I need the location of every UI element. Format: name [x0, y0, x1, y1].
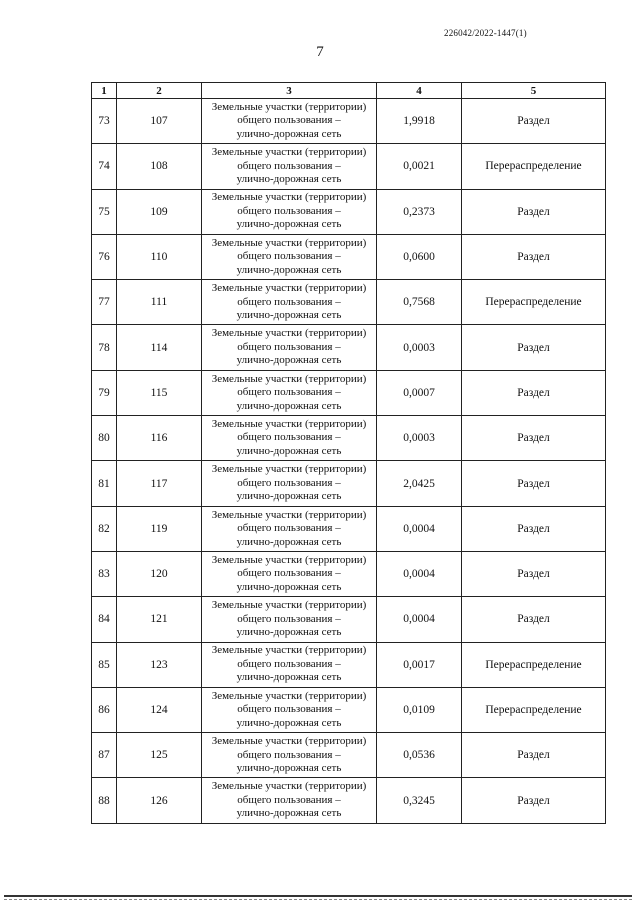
plot-area: 0,0109: [377, 687, 462, 732]
formation-method: Раздел: [462, 416, 606, 461]
row-number: 81: [92, 461, 117, 506]
table-row: [92, 597, 606, 642]
plot-description-line: Земельные участки (территории): [211, 508, 367, 521]
plot-description-line: улично-дорожная сеть: [236, 535, 342, 548]
plot-description-line: Земельные участки (территории): [211, 553, 367, 566]
plot-description: [202, 778, 377, 823]
plot-description-line: Земельные участки (территории): [211, 599, 367, 612]
plot-description-line: улично-дорожная сеть: [236, 309, 342, 322]
row-number: 73: [92, 99, 117, 144]
plot-description-line: улично-дорожная сеть: [236, 762, 342, 775]
row-number: 84: [92, 597, 117, 642]
footer-rule-dashed: [4, 899, 632, 900]
plot-area: 1,9918: [377, 99, 462, 144]
plot-description: [202, 506, 377, 551]
formation-method: Раздел: [462, 189, 606, 234]
header-col-3: 3: [202, 83, 377, 99]
plot-code: 110: [117, 234, 202, 279]
plot-description-line: улично-дорожная сеть: [236, 671, 342, 684]
row-number: 82: [92, 506, 117, 551]
plot-area: 2,0425: [377, 461, 462, 506]
table-row: [92, 280, 606, 325]
plot-code: 121: [117, 597, 202, 642]
header-col-5: 5: [462, 83, 606, 99]
row-number: 88: [92, 778, 117, 823]
formation-method: Перераспределение: [462, 280, 606, 325]
formation-method: Раздел: [462, 325, 606, 370]
plot-description: [202, 551, 377, 596]
plot-description-line: Земельные участки (территории): [211, 100, 367, 113]
plot-description-line: улично-дорожная сеть: [236, 444, 342, 457]
plot-description-line: улично-дорожная сеть: [236, 399, 342, 412]
formation-method: Раздел: [462, 597, 606, 642]
plot-description-line: общего пользования –: [237, 114, 341, 127]
plot-description-line: общего пользования –: [237, 204, 341, 217]
plot-description-line: улично-дорожная сеть: [236, 263, 342, 276]
formation-method: Раздел: [462, 234, 606, 279]
plot-area: 0,0021: [377, 144, 462, 189]
table-row: [92, 461, 606, 506]
plot-description-line: общего пользования –: [237, 476, 341, 489]
table-row: [92, 778, 606, 823]
plot-area: 0,0600: [377, 234, 462, 279]
row-number: 77: [92, 280, 117, 325]
plot-description-line: общего пользования –: [237, 612, 341, 625]
row-number: 87: [92, 733, 117, 778]
plot-description: [202, 280, 377, 325]
plot-code: 109: [117, 189, 202, 234]
plot-code: 116: [117, 416, 202, 461]
row-number: 85: [92, 642, 117, 687]
plot-description: [202, 144, 377, 189]
plot-description-line: общего пользования –: [237, 703, 341, 716]
row-number: 78: [92, 325, 117, 370]
plot-description-line: общего пользования –: [237, 295, 341, 308]
plot-description: [202, 325, 377, 370]
plot-description-line: общего пользования –: [237, 250, 341, 263]
plot-description-line: Земельные участки (территории): [211, 644, 367, 657]
table-row: [92, 189, 606, 234]
row-number: 83: [92, 551, 117, 596]
plot-code: 107: [117, 99, 202, 144]
plot-description: [202, 234, 377, 279]
table-row: [92, 506, 606, 551]
table-row: [92, 733, 606, 778]
plot-description-line: улично-дорожная сеть: [236, 807, 342, 820]
table-row: [92, 551, 606, 596]
plot-description-line: Земельные участки (территории): [211, 780, 367, 793]
plot-description-line: улично-дорожная сеть: [236, 490, 342, 503]
plot-description-line: Земельные участки (территории): [211, 146, 367, 159]
plot-description-line: улично-дорожная сеть: [236, 626, 342, 639]
plot-code: 120: [117, 551, 202, 596]
plot-code: 108: [117, 144, 202, 189]
plot-description-line: Земельные участки (территории): [211, 327, 367, 340]
plot-description-line: улично-дорожная сеть: [236, 354, 342, 367]
footer-rule: [4, 895, 632, 897]
plot-description-line: общего пользования –: [237, 748, 341, 761]
plot-code: 123: [117, 642, 202, 687]
formation-method: Перераспределение: [462, 687, 606, 732]
row-number: 86: [92, 687, 117, 732]
header-col-4: 4: [377, 83, 462, 99]
formation-method: Раздел: [462, 778, 606, 823]
plot-description: [202, 687, 377, 732]
formation-method: Раздел: [462, 733, 606, 778]
plot-area: 0,0004: [377, 506, 462, 551]
plot-description: [202, 733, 377, 778]
table-row: [92, 144, 606, 189]
header-col-1: 1: [92, 83, 117, 99]
plot-description: [202, 99, 377, 144]
table-row: [92, 642, 606, 687]
formation-method: Перераспределение: [462, 144, 606, 189]
row-number: 79: [92, 370, 117, 415]
formation-method: Перераспределение: [462, 642, 606, 687]
plot-description-line: улично-дорожная сеть: [236, 127, 342, 140]
plot-code: 111: [117, 280, 202, 325]
plot-area: 0,0003: [377, 325, 462, 370]
plot-description: [202, 597, 377, 642]
plot-description-line: Земельные участки (территории): [211, 282, 367, 295]
plot-area: 0,7568: [377, 280, 462, 325]
plot-area: 0,0536: [377, 733, 462, 778]
plot-description: [202, 642, 377, 687]
plot-description-line: улично-дорожная сеть: [236, 218, 342, 231]
plot-description-line: общего пользования –: [237, 793, 341, 806]
plot-description: [202, 370, 377, 415]
plot-description-line: Земельные участки (территории): [211, 236, 367, 249]
plot-description-line: Земельные участки (территории): [211, 191, 367, 204]
plot-code: 124: [117, 687, 202, 732]
header-col-2: 2: [117, 83, 202, 99]
formation-method: Раздел: [462, 506, 606, 551]
table-header-row: [92, 83, 606, 99]
plot-area: 0,0004: [377, 597, 462, 642]
formation-method: Раздел: [462, 551, 606, 596]
plot-code: 126: [117, 778, 202, 823]
plot-description-line: общего пользования –: [237, 431, 341, 444]
row-number: 74: [92, 144, 117, 189]
plot-code: 114: [117, 325, 202, 370]
plot-description-line: общего пользования –: [237, 159, 341, 172]
plot-description-line: Земельные участки (территории): [211, 417, 367, 430]
plot-code: 125: [117, 733, 202, 778]
formation-method: Раздел: [462, 461, 606, 506]
plot-description-line: Земельные участки (территории): [211, 463, 367, 476]
table-row: [92, 416, 606, 461]
table-row: [92, 687, 606, 732]
plot-area: 0,0017: [377, 642, 462, 687]
plot-description-line: общего пользования –: [237, 340, 341, 353]
plot-description-line: улично-дорожная сеть: [236, 716, 342, 729]
plot-description-line: Земельные участки (территории): [211, 735, 367, 748]
land-plots-table: [91, 82, 606, 824]
plot-description: [202, 461, 377, 506]
table-row: [92, 99, 606, 144]
row-number: 80: [92, 416, 117, 461]
page-number: 7: [316, 44, 324, 60]
row-number: 75: [92, 189, 117, 234]
table-row: [92, 234, 606, 279]
plot-description-line: общего пользования –: [237, 386, 341, 399]
plot-code: 115: [117, 370, 202, 415]
plot-code: 117: [117, 461, 202, 506]
document-id: 226042/2022-1447(1): [444, 28, 527, 38]
plot-description-line: общего пользования –: [237, 657, 341, 670]
plot-area: 0,0007: [377, 370, 462, 415]
plot-area: 0,3245: [377, 778, 462, 823]
plot-description-line: общего пользования –: [237, 522, 341, 535]
plot-area: 0,2373: [377, 189, 462, 234]
plot-description-line: Земельные участки (территории): [211, 689, 367, 702]
plot-description-line: Земельные участки (территории): [211, 372, 367, 385]
formation-method: Раздел: [462, 99, 606, 144]
plot-code: 119: [117, 506, 202, 551]
plot-description-line: улично-дорожная сеть: [236, 580, 342, 593]
formation-method: Раздел: [462, 370, 606, 415]
plot-description: [202, 416, 377, 461]
row-number: 76: [92, 234, 117, 279]
table-row: [92, 370, 606, 415]
table-body: [92, 99, 606, 824]
plot-description-line: улично-дорожная сеть: [236, 173, 342, 186]
plot-area: 0,0003: [377, 416, 462, 461]
plot-description: [202, 189, 377, 234]
plot-description-line: общего пользования –: [237, 567, 341, 580]
plot-area: 0,0004: [377, 551, 462, 596]
table-row: [92, 325, 606, 370]
